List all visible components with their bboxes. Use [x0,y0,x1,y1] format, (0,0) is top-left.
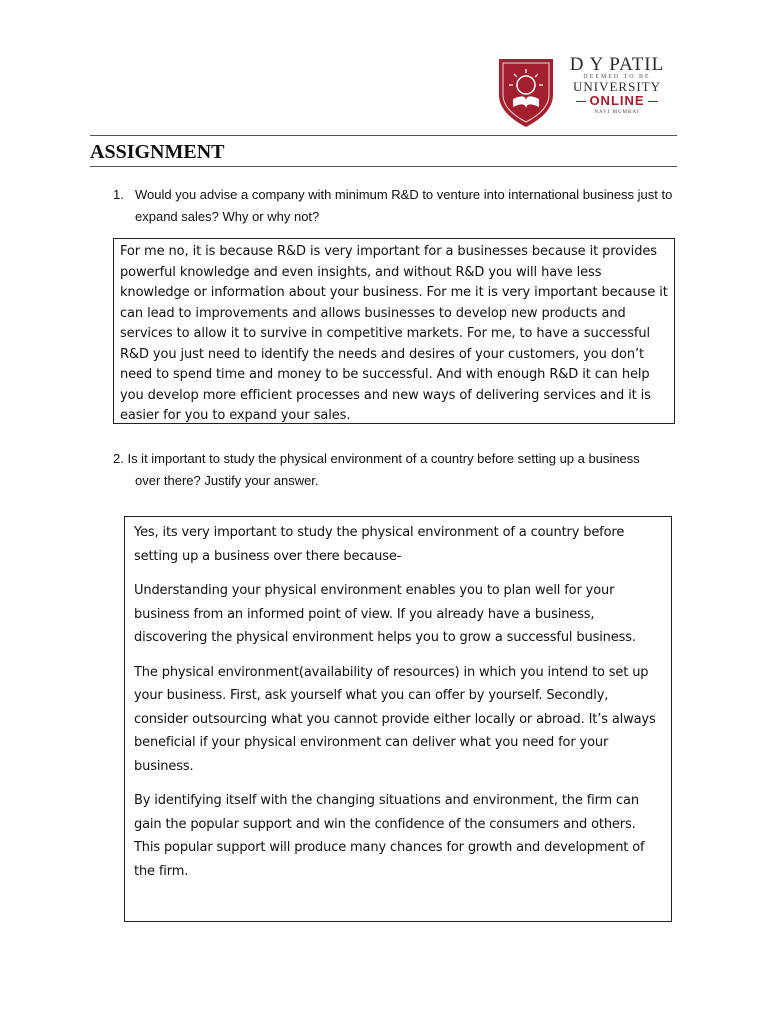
title-divider [90,166,677,167]
logo-place: NAVI MUMBAI [594,110,640,115]
logo-university: UNIVERSITY [573,79,661,94]
answer-2-paragraph-3: The physical environment(availability of resources) in which you intend to set up your business. First, ask yourself what you can offer by yourself. Secondly, consider outsourcing what you cannot provide either locally or abroad. It’s always beneficial if your physical environment can deliver what you need for your business. [134,664,656,774]
page-title: ASSIGNMENT [90,141,225,163]
university-logo [487,47,677,131]
shield-emblem-icon [497,55,555,129]
top-divider [90,135,677,136]
answer-2-paragraph-1: Yes, its very important to study the physical environment of a country before setting up a business over there because- [134,525,625,564]
answer-1-box: For me no, it is because R&D is very important for a businesses because it provides powerful knowledge and even insights, and without R&D you will have less knowledge or information about your business. For me it is very important because it can lead to improvements and allows businesses to develop new products and services to allow it to survive in competitive markets. For me, to have a successful R&D you just need to identify the needs and desires of your customers, you don’t need to spend time and money to be successful. And with enough R&D it can help you develop more efficient processes and new ways of delivering services and it is easier for you to expand your sales. [113,238,675,424]
answer-2-paragraph-4: By identifying itself with the changing situations and environment, the firm can gain the popular support and win the confidence of the consumers and others. This popular support will produce many chances for growth and development of the firm. [134,793,645,879]
question-2-line-2: over there? Justify your answer. [135,473,319,488]
logo-deemed: DEEMED TO BE [583,74,651,80]
question-1-number: 1. [113,187,124,202]
logo-online: ONLINE [589,93,645,108]
question-2 [113,448,683,492]
logo-name: D Y PATIL [569,54,665,75]
question-1 [113,184,683,228]
answer-2-box [124,516,672,922]
question-2-line-1: 2. Is it important to study the physical environment of a country before setting up a business [113,451,640,466]
answer-2-paragraph-2: Understanding your physical environment enables you to plan well for your business from an informed point of view. If you already have a business, discovering the physical environment helps you to grow a successful business. [134,583,636,645]
question-1-text: Would you advise a company with minimum R&D to venture into international business just to expand sales? Why or why not? [135,187,673,224]
